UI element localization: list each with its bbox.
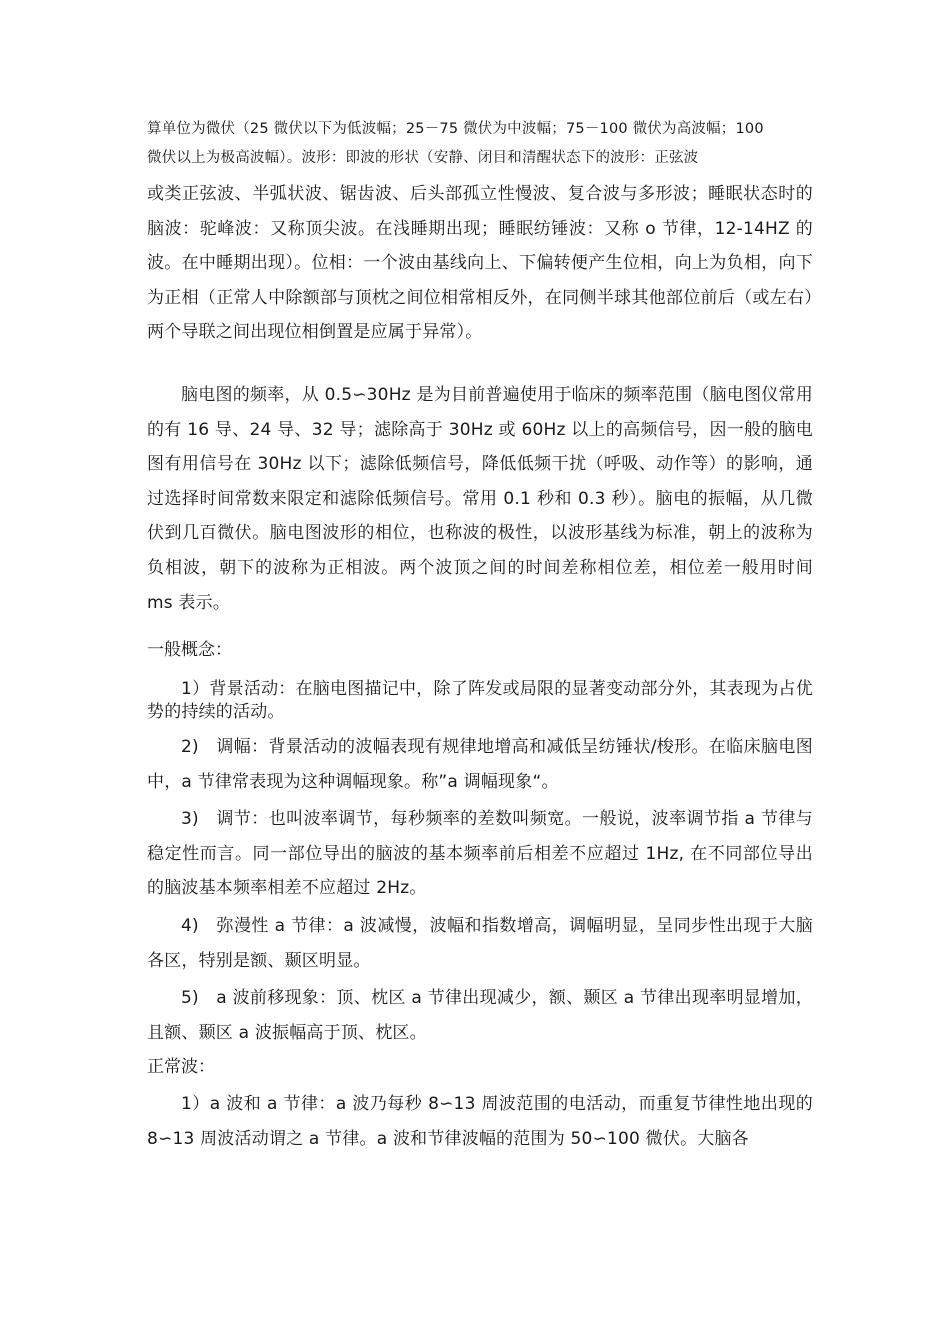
paragraph-line: 算单位为微伏（25 微伏以下为低波幅；25－75 微伏为中波幅；75－100 微伏为高波幅；100 xyxy=(147,121,764,137)
list-item: 4) 弥漫性 a 节律：a 波减慢，波幅和指数增高，调幅明显，呈同步性出现于大脑各区，特别是额、颞区明显。 xyxy=(147,915,813,971)
paragraph-amplitude-waveform xyxy=(147,113,813,350)
list-item: 2) 调幅：背景活动的波幅表现有规律地增高和减低呈纺锤状/梭形。在临床脑电图中，a 节律常表现为这种调幅现象。称”a 调幅现象“。 xyxy=(147,737,813,792)
paragraph-text: 脑电图的频率，从 0.5∽30Hz 是为目前普遍使用于临床的频率范围（脑电图仪常用的有 16 导、24 导、32 导；滤除高于 30Hz 或 60Hz 以上的高频信号，因一般的脑电图有用信号在 30Hz 以下；滤除低频信号，降低低频干扰（呼吸、动作等）的影响，通过选择时间常数来限定和滤除低频信号。常用 0.1 秒和 0.3 秒）。脑电的振幅，从几微伏到几百微伏。脑电图波形的相位，也称波的极性，以波形基线为标准，朝上的波称为负相波，朝下的波称为正相波。两个波顶之间的时间差称相位差，相位差一般用时间 ms 表示。 xyxy=(147,385,813,613)
paragraph-text: 或类正弦波、半弧状波、锯齿波、后头部孤立性慢波、复合波与多形波；睡眠状态时的脑波：驼峰波：又称顶尖波。在浅睡期出现；睡眠纺锤波：又称 o 节律，12-14HZ 的波。在中睡期出现）。位相：一个波由基线向上、下偏转便产生位相，向上为负相，向下为正相（正常人中除额部与顶枕之间位相常相反外，在同侧半球其他部位前后（或左右）两个导联之间出现位相倒置是应属于异常）。 xyxy=(147,184,813,343)
paragraph-frequency xyxy=(147,378,813,620)
list-item: 1）a 波和 a 节律：a 波乃每秒 8∽13 周波范围的电活动，而重复节律性地出现的 8∽13 周波活动谓之 a 节律。a 波和节律波幅的范围为 50∽100 微伏。大脑各 xyxy=(147,1094,813,1149)
section-heading: 一般概念： xyxy=(147,640,232,660)
section-heading: 正常波： xyxy=(147,1057,215,1078)
list-item: 3) 调节：也叫波率调节，每秒频率的差数叫频宽。一般说，波率调节指 a 节律与稳定性而言。同一部位导出的脑波的基本频率前后相差不应超过 1Hz, 在不同部位导出的脑波基本频率相差不应超过 2Hz。 xyxy=(147,809,813,899)
section-general-concepts xyxy=(147,633,813,1157)
list-item: 5) a 波前移现象：顶、枕区 a 节律出现减少，额、颞区 a 节律出现率明显增加，且额、颞区 a 波振幅高于顶、枕区。 xyxy=(147,988,813,1043)
list-item: 1）背景活动：在脑电图描记中，除了阵发或局限的显著变动部分外，其表现为占优势的持续的活动。 xyxy=(147,679,813,722)
paragraph-line: 微伏以上为极高波幅）。波形：即波的形状（安静、闭目和清醒状态下的波形：正弦波 xyxy=(147,150,699,166)
